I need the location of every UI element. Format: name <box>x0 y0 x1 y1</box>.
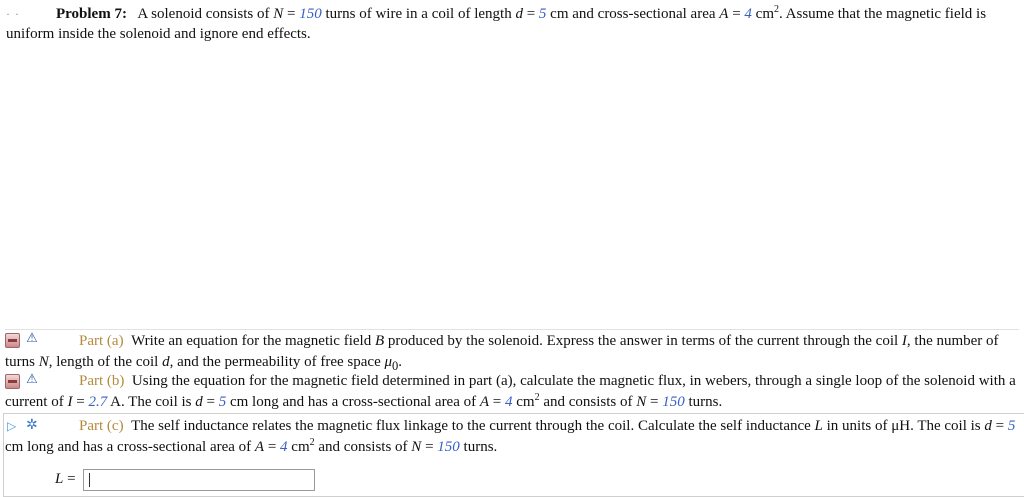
value-A: 4 <box>280 439 288 455</box>
value-d: 5 <box>538 6 547 22</box>
part-c <box>5 416 1019 458</box>
part-c-label[interactable]: Part (c) <box>79 418 124 434</box>
value-A: 4 <box>744 6 752 22</box>
part-b <box>5 371 1019 413</box>
text-cursor <box>89 473 90 487</box>
value-N: 150 <box>299 6 322 22</box>
problem-title: Problem 7: <box>56 6 127 22</box>
answer-input[interactable] <box>83 469 315 491</box>
part-c-text: The self inductance relates the magnetic flux linkage to the current through the coil. Calculate the self inductance L in units of μH. The coil is d = 5 cm long and has a cross-sectional area of A = 4 $cm^2$ and consists of N = 150 turns. <box>5 418 1016 455</box>
feedback-icon[interactable]: ⚠ <box>26 372 38 387</box>
part-b-text: Using the equation for the magnetic field determined in part (a), calculate the magnetic flux, in webers, through a single loop of the solenoid with a current of I = 2.7 A. The coil is d = 5 cm long and has a cross-sectional area of A = 4 $cm^2$ and consists of N = 150 turns. <box>5 373 1016 410</box>
part-c-icons <box>5 419 45 435</box>
hint-icon[interactable] <box>5 374 20 389</box>
part-a <box>5 329 1019 377</box>
value-N: 150 <box>662 394 685 410</box>
value-I: 2.7 <box>88 394 108 410</box>
play-icon[interactable]: ▷ <box>7 419 17 433</box>
part-a-text: Write an equation for the magnetic field B produced by the solenoid. Express the answer in terms of the current through the coil I, the number of turns N, length of the coil d, and the permeability of free space $\mu_0$. <box>5 333 999 373</box>
feedback-icon[interactable]: ⚠ <box>26 331 38 346</box>
hint-icon[interactable] <box>5 333 20 348</box>
part-b-label[interactable]: Part (b) <box>79 373 125 389</box>
part-a-icons <box>5 333 45 349</box>
value-N: 150 <box>437 439 460 455</box>
value-A: 4 <box>505 394 513 410</box>
drag-handle-dots: · · <box>6 7 20 21</box>
value-d: 5 <box>1007 418 1016 434</box>
part-b-icons <box>5 374 45 390</box>
star-icon[interactable]: ✲ <box>26 417 38 433</box>
value-d: 5 <box>218 394 227 410</box>
problem-text: A solenoid consists of N = 150 turns of wire in a coil of length d = 5 cm and cross-sectional area A = 4 $cm^2$. Assume that the magnetic field is uniform inside the solenoid and ignore end effects. <box>6 4 987 42</box>
problem-statement <box>6 4 1016 44</box>
answer-label: L = <box>55 471 76 487</box>
part-a-label[interactable]: Part (a) <box>79 333 124 349</box>
figure-area <box>0 46 1024 322</box>
